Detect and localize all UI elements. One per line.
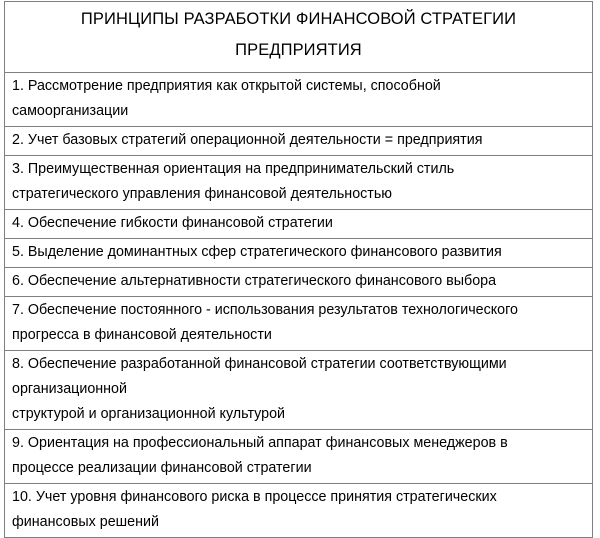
table-row — [5, 127, 592, 156]
table-row — [5, 430, 592, 484]
table-row — [5, 268, 592, 297]
table-row — [5, 297, 592, 351]
table-row — [5, 73, 592, 127]
table-row — [5, 210, 592, 239]
principles-table — [4, 1, 593, 538]
row-text: процессе реализации финансовой стратегии — [12, 460, 312, 476]
table-row — [5, 484, 592, 537]
row-text: 8. Обеспечение разработанной финансовой стратегии соответствующими — [12, 356, 507, 372]
row-text: 10. Учет уровня финансового риска в процессе принятия стратегических — [12, 489, 497, 505]
row-text: финансовых решений — [12, 514, 159, 530]
row-text: стратегического управления финансовой деятельностью — [12, 186, 393, 202]
row-text: 5. Выделение доминантных сфер стратегического финансового развития — [12, 244, 502, 260]
row-text: организационной — [12, 381, 127, 397]
row-text: самоорганизации — [12, 103, 129, 119]
title-line-2: ПРЕДПРИЯТИЯ — [235, 41, 362, 59]
table-header — [5, 2, 592, 73]
row-text: 4. Обеспечение гибкости финансовой стратегии — [12, 215, 333, 231]
row-text: 6. Обеспечение альтернативности стратегического финансового выбора — [12, 273, 497, 289]
row-text: прогресса в финансовой деятельности — [12, 327, 272, 343]
row-text: структурой и организационной культурой — [12, 406, 286, 422]
row-text: 2. Учет базовых стратегий операционной деятельности = предприятия — [12, 132, 483, 148]
table-row — [5, 239, 592, 268]
table-row — [5, 156, 592, 210]
row-text: 9. Ориентация на профессиональный аппарат финансовых менеджеров в — [12, 435, 508, 451]
row-text: 3. Преимущественная ориентация на предпринимательский стиль — [12, 161, 455, 177]
table-row — [5, 351, 592, 430]
title-line-1: ПРИНЦИПЫ РАЗРАБОТКИ ФИНАНСОВОЙ СТРАТЕГИИ — [80, 10, 517, 28]
row-text: 7. Обеспечение постоянного - использования результатов технологического — [12, 302, 518, 318]
row-text: 1. Рассмотрение предприятия как открытой системы, способной — [12, 78, 441, 94]
